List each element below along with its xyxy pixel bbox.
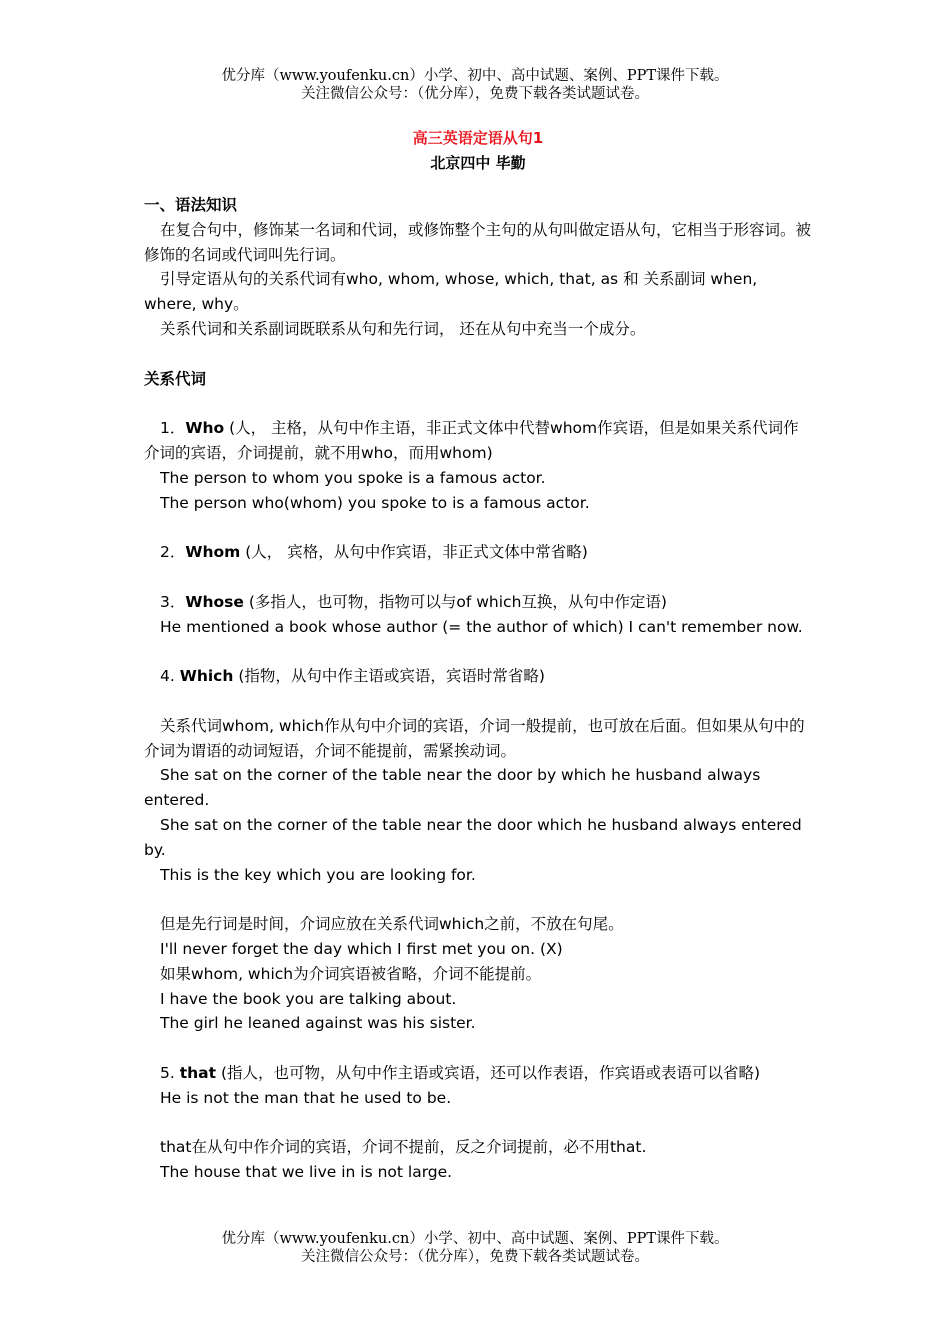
paragraph-relative-words: 引导定语从句的关系代词有who, whom, whose, which, that, as 和 关系副词 when, where, why。	[144, 270, 758, 314]
item-whose	[144, 590, 812, 615]
item-keyword: Which	[179, 667, 234, 686]
spacer	[144, 391, 812, 416]
document-title: 高三英语定语从句1	[412, 129, 544, 147]
note-paragraph: 但是先行词是时间，介词应放在关系代词which之前，不放在句尾。	[160, 915, 624, 934]
item-number: 3．	[160, 592, 186, 611]
page-footer	[0, 1230, 950, 1266]
spacer	[144, 1110, 812, 1135]
example-sentence: She sat on the corner of the table near the door which he husband always entered by.	[144, 815, 802, 859]
paragraph-function: 关系代词和关系副词既联系从句和先行词， 还在从句中充当一个成分。	[160, 319, 646, 338]
document-body	[144, 127, 812, 1185]
item-description: (指物，从句中作主语或宾语，宾语时常省略)	[233, 667, 545, 686]
header-line-2: 关注微信公众号：（优分库），免费下载各类试题试卷。	[301, 86, 649, 102]
example-sentence: The house that we live in is not large.	[160, 1163, 453, 1182]
item-description: (人， 主格，从句中作主语，非正式文体中代替whom作宾语，但是如果关系代词作介词的宾语，介词提前，就不用who，而用whom)	[144, 419, 799, 462]
spacer	[144, 565, 812, 590]
example-sentence: This is the key which you are looking for.	[160, 865, 476, 884]
item-which	[144, 664, 812, 689]
note-paragraph: that在从句中作介词的宾语，介词不提前，反之介词提前，必不用that.	[160, 1138, 647, 1157]
spacer	[144, 639, 812, 664]
note-paragraph: 关系代词whom, which作从句中介词的宾语，介词一般提前，也可放在后面。但如果从句中的介词为谓语的动词短语，介词不能提前，需紧挨动词。	[144, 716, 805, 760]
item-description: (指人，也可物，从句中作主语或宾语，还可以作表语，作宾语或表语可以省略)	[216, 1063, 761, 1082]
section-heading-relative-pronouns: 关系代词	[144, 369, 207, 388]
spacer	[144, 887, 812, 912]
item-keyword: Whose	[185, 592, 244, 611]
document-subtitle: 北京四中 毕勤	[430, 154, 526, 172]
footer-line-2: 关注微信公众号：（优分库），免费下载各类试题试卷。	[301, 1249, 649, 1265]
item-number: 5.	[160, 1063, 180, 1082]
spacer	[144, 515, 812, 540]
example-sentence: I'll never forget the day which I first met you on. (X)	[160, 939, 563, 958]
spacer	[144, 342, 812, 367]
item-who	[144, 416, 812, 466]
example-sentence: He mentioned a book whose author (= the author of which) I can't remember now.	[160, 617, 803, 636]
spacer	[144, 689, 812, 714]
section-heading-grammar: 一、语法知识	[144, 196, 238, 214]
item-description: (多指人，也可物，指物可以与of which互换，从句中作定语)	[243, 592, 667, 611]
item-that	[144, 1061, 812, 1086]
item-keyword: that	[179, 1063, 217, 1082]
example-sentence: The person who(whom) you spoke to is a famous actor.	[160, 493, 590, 512]
item-keyword: Who	[185, 419, 225, 438]
spacer	[144, 1036, 812, 1061]
paragraph-definition: 在复合句中，修饰某一名词和代词，或修饰整个主句的从句叫做定语从句，它相当于形容词。被修饰的名词或代词叫先行词。	[144, 220, 812, 264]
item-keyword: Whom	[185, 543, 241, 562]
note-paragraph: 如果whom, which为介词宾语被省略，介词不能提前。	[160, 964, 542, 983]
example-sentence: He is not the man that he used to be.	[160, 1088, 452, 1107]
example-sentence: The person to whom you spoke is a famous actor.	[160, 468, 546, 487]
example-sentence: She sat on the corner of the table near the door by which he husband always entered.	[144, 766, 761, 810]
header-line-1: 优分库（www.youfenku.cn）小学、初中、高中试题、案例、PPT课件下载。	[221, 68, 729, 84]
item-number: 4.	[160, 667, 180, 686]
item-number: 1．	[160, 419, 186, 438]
item-description: (人， 宾格，从句中作宾语，非正式文体中常省略)	[240, 543, 588, 562]
example-sentence: The girl he leaned against was his sister.	[160, 1014, 476, 1033]
footer-line-1: 优分库（www.youfenku.cn）小学、初中、高中试题、案例、PPT课件下载。	[221, 1231, 729, 1247]
item-whom	[144, 540, 812, 565]
page-header	[0, 67, 950, 103]
item-number: 2．	[160, 543, 186, 562]
example-sentence: I have the book you are talking about.	[160, 989, 457, 1008]
